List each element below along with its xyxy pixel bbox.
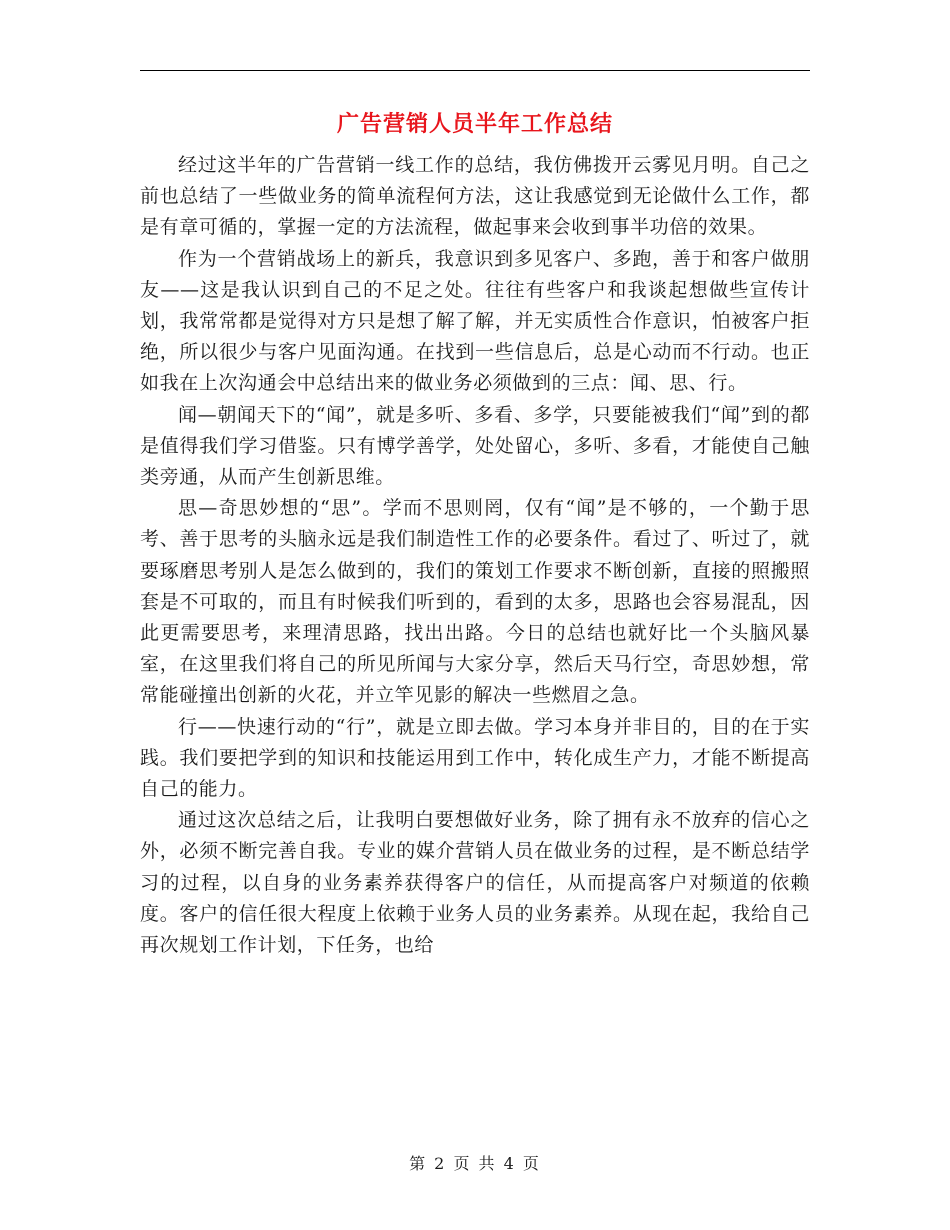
page-footer: 第 2 页 共 4 页 (409, 1154, 541, 1173)
paragraph-si: 思—奇思妙想的“思”。学而不思则罔，仅有“闻”是不够的，一个勤于思考、善于思考的头脑永远是我们制造性工作的必要条件。看过了、听过了，就要琢磨思考别人是怎么做到的，我们的策划工作要求不断创新，直接的照搬照套是不可取的，而且有时候我们听到的，看到的太多，思路也会容易混乱，因此更需要思考，来理清思路，找出出路。今日的总结也就好比一个头脑风暴室，在这里我们将自己的所见所闻与大家分享，然后天马行空，奇思妙想，常常能碰撞出创新的火花，并立竿见影的解决一些燃眉之急。 (140, 497, 810, 707)
header-rule (140, 70, 810, 71)
paragraph-xing: 行——快速行动的“行”，就是立即去做。学习本身并非目的，目的在于实践。我们要把学到的知识和技能运用到工作中，转化成生产力，才能不断提高自己的能力。 (140, 715, 810, 801)
paragraph-intro: 经过这半年的广告营销一线工作的总结，我仿佛拨开云雾见月明。自己之前也总结了一些做业务的简单流程何方法，这让我感觉到无论做什么工作，都是有章可循的，掌握一定的方法流程，做起事来会收到事半功倍的效果。 (140, 154, 810, 239)
document-body (140, 150, 810, 961)
document-title: 广告营销人员半年工作总结 (336, 111, 613, 137)
paragraph-wen: 闻—朝闻天下的“闻”，就是多听、多看、多学，只要能被我们“闻”到的都是值得我们学习借鉴。只有博学善学，处处留心，多听、多看，才能使自己触类旁通，从而产生创新思维。 (140, 403, 810, 489)
paragraph-new-soldier: 作为一个营销战场上的新兵，我意识到多见客户、多跑，善于和客户做朋友——这是我认识到自己的不足之处。往往有些客户和我谈起想做些宣传计划，我常常都是觉得对方只是想了解了解，并无实质性合作意识，怕被客户拒绝，所以很少与客户见面沟通。在找到一些信息后，总是心动而不行动。也正如我在上次沟通会中总结出来的做业务必须做到的三点：闻、思、行。 (140, 247, 810, 395)
paragraph-conclusion: 通过这次总结之后，让我明白要想做好业务，除了拥有永不放弃的信心之外，必须不断完善自我。专业的媒介营销人员在做业务的过程，是不断总结学习的过程，以自身的业务素养获得客户的信任，从而提高客户对频道的依赖度。客户的信任很大程度上依赖于业务人员的业务素养。从现在起，我给自己再次规划工作计划，下任务，也给 (140, 809, 810, 957)
